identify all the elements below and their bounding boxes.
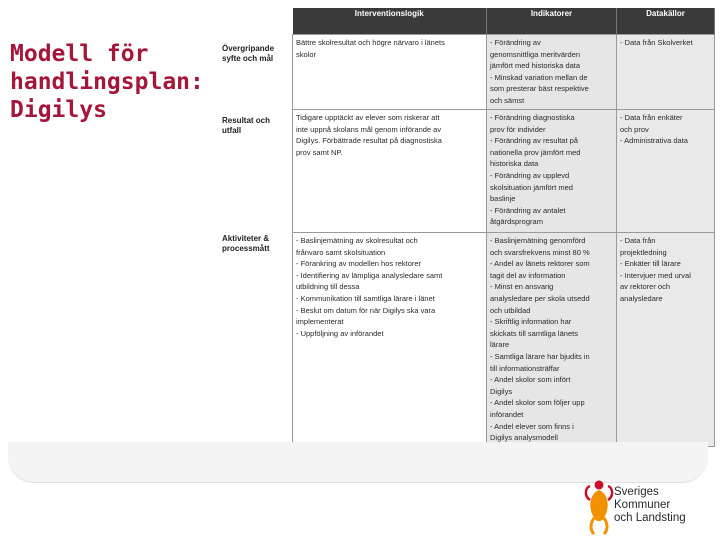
table-row	[293, 233, 715, 447]
table-row	[293, 35, 715, 110]
title-line-2: handlingsplan:	[10, 69, 204, 95]
title-line-1: Modell för	[10, 41, 149, 67]
logo-line-3: och Landsting	[614, 512, 686, 524]
cell-sources: - Data från enkäter och prov - Administrativa data	[617, 110, 715, 233]
cell-sources: - Data från projektledning - Enkäter till lärare - Intervjuer med urval av rektorer och analysledare	[617, 233, 715, 447]
cell-logic: - Baslinjemätning av skolresultat och frånvaro samt skolsituation - Förankring av modellen hos rektorer - Identifiering av lämpliga analysledare samt utbildning till dessa - Kommunikation till samtliga lärare i länet - Beslut om datum för när Digilys ska vara implementerat - Uppföljning av införandet	[293, 233, 487, 447]
table-header-row	[293, 8, 715, 35]
cell-sources: - Data från Skolverket	[617, 35, 715, 110]
cell-logic: Bättre skolresultat och högre närvaro i länets skolor	[293, 35, 487, 110]
logic-model-table	[292, 8, 715, 447]
logo-line-1: Sveriges	[614, 486, 659, 498]
header-logic: Interventionslogik	[293, 8, 487, 35]
title-line-3: Digilys	[10, 97, 107, 123]
logo-text	[614, 486, 686, 525]
table-row	[293, 110, 715, 233]
row-label-results: Resultat och utfall	[222, 116, 271, 135]
skl-logo	[584, 478, 716, 536]
row-label-purpose: Övergripande syfte och mål	[222, 44, 275, 63]
slide-title	[10, 40, 220, 124]
cell-logic: Tidigare upptäckt av elever som riskerar att inte uppnå skolans mål genom införande av Digilys. Förbättrade resultat på diagnostiska prov samt NP.	[293, 110, 487, 233]
cell-indicators: - Förändring av genomsnittliga meritvärden jämfört med historiska data - Minskad variation mellan de som presterar bäst respektive och sämst	[487, 35, 617, 110]
footer-shape	[8, 442, 708, 483]
header-sources: Datakällor	[617, 8, 715, 35]
logo-line-2: Kommuner	[614, 499, 671, 511]
row-label-activities: Aktiviteter & processmått	[222, 234, 270, 253]
cell-indicators: - Baslinjemätning genomförd och svarsfrekvens minst 80 % - Andel av länets rektorer som tagit del av information - Minst en ansvarig analysledare per skola utsedd och utbildad - Skriftlig information har skickats till samtliga länets lärare - Samtliga lärare har bjudits in till informationsträffar - Andel skolor som infört Digilys - Andel skolor som följer upp införandet - Andel elever som finns i Digilys analysmodell	[487, 233, 617, 447]
header-indicators: Indikatorer	[487, 8, 617, 35]
skl-figure-icon	[584, 478, 614, 536]
cell-indicators: - Förändring diagnostiska prov för individer - Förändring av resultat på nationella prov jämfört med historiska data - Förändring av upplevd skolsituation jämfört med baslinje - Förändring av antalet åtgärdsprogram	[487, 110, 617, 233]
